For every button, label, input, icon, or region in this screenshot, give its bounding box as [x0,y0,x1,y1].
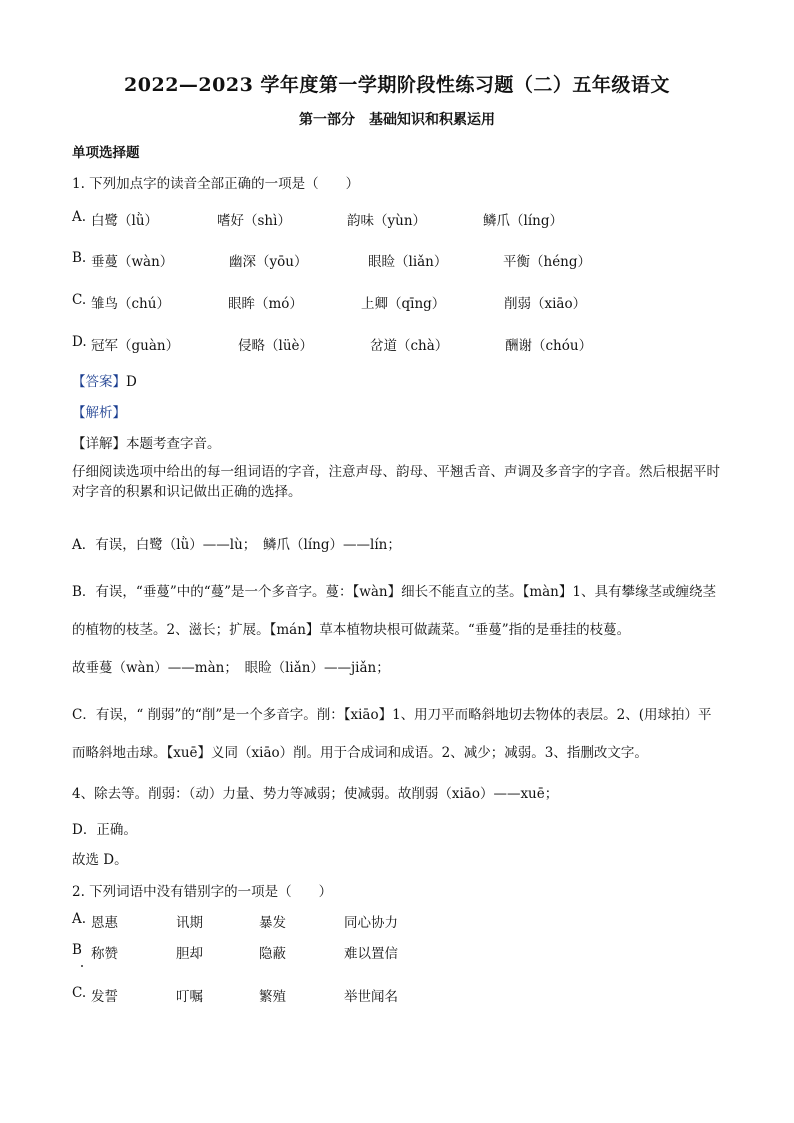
option-item: 酬谢（chóu） [505,338,593,354]
option-label: B [72,942,82,958]
option-item: 韵味（yùn） [347,213,427,229]
option-item: 讯期 [176,915,203,931]
option-label: D. [72,334,87,350]
analysis-tag: 【解析】 [72,405,126,421]
option-item: 垂蔓（wàn） [91,254,174,270]
option-item: 同心协力 [344,915,398,931]
emphasis-dot [81,965,83,967]
q2-stem: 2. 下列词语中没有错别字的一项是（ ） [72,884,333,900]
analysis-line-b2: 故垂蔓（wàn）——màn； 眼睑（liǎn）——jiǎn； [72,660,390,676]
option-label: C. [72,292,87,308]
analysis-paragraph-c: C．有误，“ 削弱”的“削”是一个多音字。削：【xiāo】1、用刀平而略斜地切去物体的表层。2、(用球拍）平而略斜地击球。【xuē】义同（xiāo）削。用于合成词和成语。2、减少；减弱。3、指删改文字。 [72,707,712,761]
analysis-line-a: A．有误，白鹭（lǜ）——lù； 鳞爪（líng）——lín； [72,537,401,553]
conclusion-line: 故选 D。 [72,852,128,868]
option-item: 幽深（yōu） [229,254,308,270]
option-item: 冠军（guàn） [91,338,180,354]
analysis-line-c2: 4、除去等。削弱：（动）力量、势力等减弱；使减弱。故削弱（xiāo）——xuē； [72,786,559,802]
option-item: 隐蔽 [259,946,286,962]
option-item: 难以置信 [344,946,398,962]
detail-text: 本题考查字音。 [126,436,221,452]
option-item: 平衡（héng） [503,254,592,270]
section-subtitle: 第一部分 基础知识和积累运用 [299,112,495,128]
option-item: 岔道（chà） [370,338,449,354]
option-item: 眼眸（mó） [228,296,303,312]
option-item: 称赞 [91,946,118,962]
option-item: 叮嘱 [176,989,203,1005]
option-item: 上卿（qīng） [361,296,446,312]
analysis-paragraph-b: B．有误，“垂蔓”中的“蔓”是一个多音字。蔓：【wàn】细长不能直立的茎。【màn】1、具有攀缘茎或缠绕茎的植物的枝茎。2、滋长；扩展。【mán】草本植物块根可做蔬菜。“垂蔓”指的是垂挂的枝蔓。 [72,584,716,638]
answer-tag: 【答案】 [72,374,126,390]
detail-tag: 【详解】 [72,436,126,452]
option-item: 恩惠 [91,915,118,931]
page-title: 2022—2023 学年度第一学期阶段性练习题（二）五年级语文 [124,74,670,96]
option-item: 白鹭（lǜ） [91,213,159,229]
section-label: 单项选择题 [72,145,140,161]
option-item: 暴发 [259,915,286,931]
option-item: 胆却 [176,946,203,962]
option-label: C. [72,985,87,1001]
option-label: B. [72,250,87,266]
answer-value: D [126,374,137,390]
analysis-paragraph: 仔细阅读选项中给出的每一组词语的字音，注意声母、韵母、平翘舌音、声调及多音字的字音。然后根据平时对字音的积累和识记做出正确的选择。 [72,464,720,500]
option-item: 繁殖 [259,989,286,1005]
analysis-line-d: D．正确。 [72,822,137,838]
answer-line [72,370,137,390]
option-item: 发誓 [91,989,118,1005]
detail-line [72,432,221,452]
q1-stem: 1. 下列加点字的读音全部正确的一项是（ ） [72,176,360,192]
option-item: 侵略（lüè） [238,338,314,354]
option-label: A. [72,911,87,927]
option-item: 嗜好（shì） [217,213,291,229]
option-label: A. [72,209,87,225]
option-item: 眼睑（liǎn） [368,254,448,270]
option-item: 举世闻名 [344,989,398,1005]
option-item: 削弱（xiāo） [504,296,587,312]
option-item: 雏鸟（chú） [91,296,170,312]
option-item: 鳞爪（líng） [483,213,563,229]
